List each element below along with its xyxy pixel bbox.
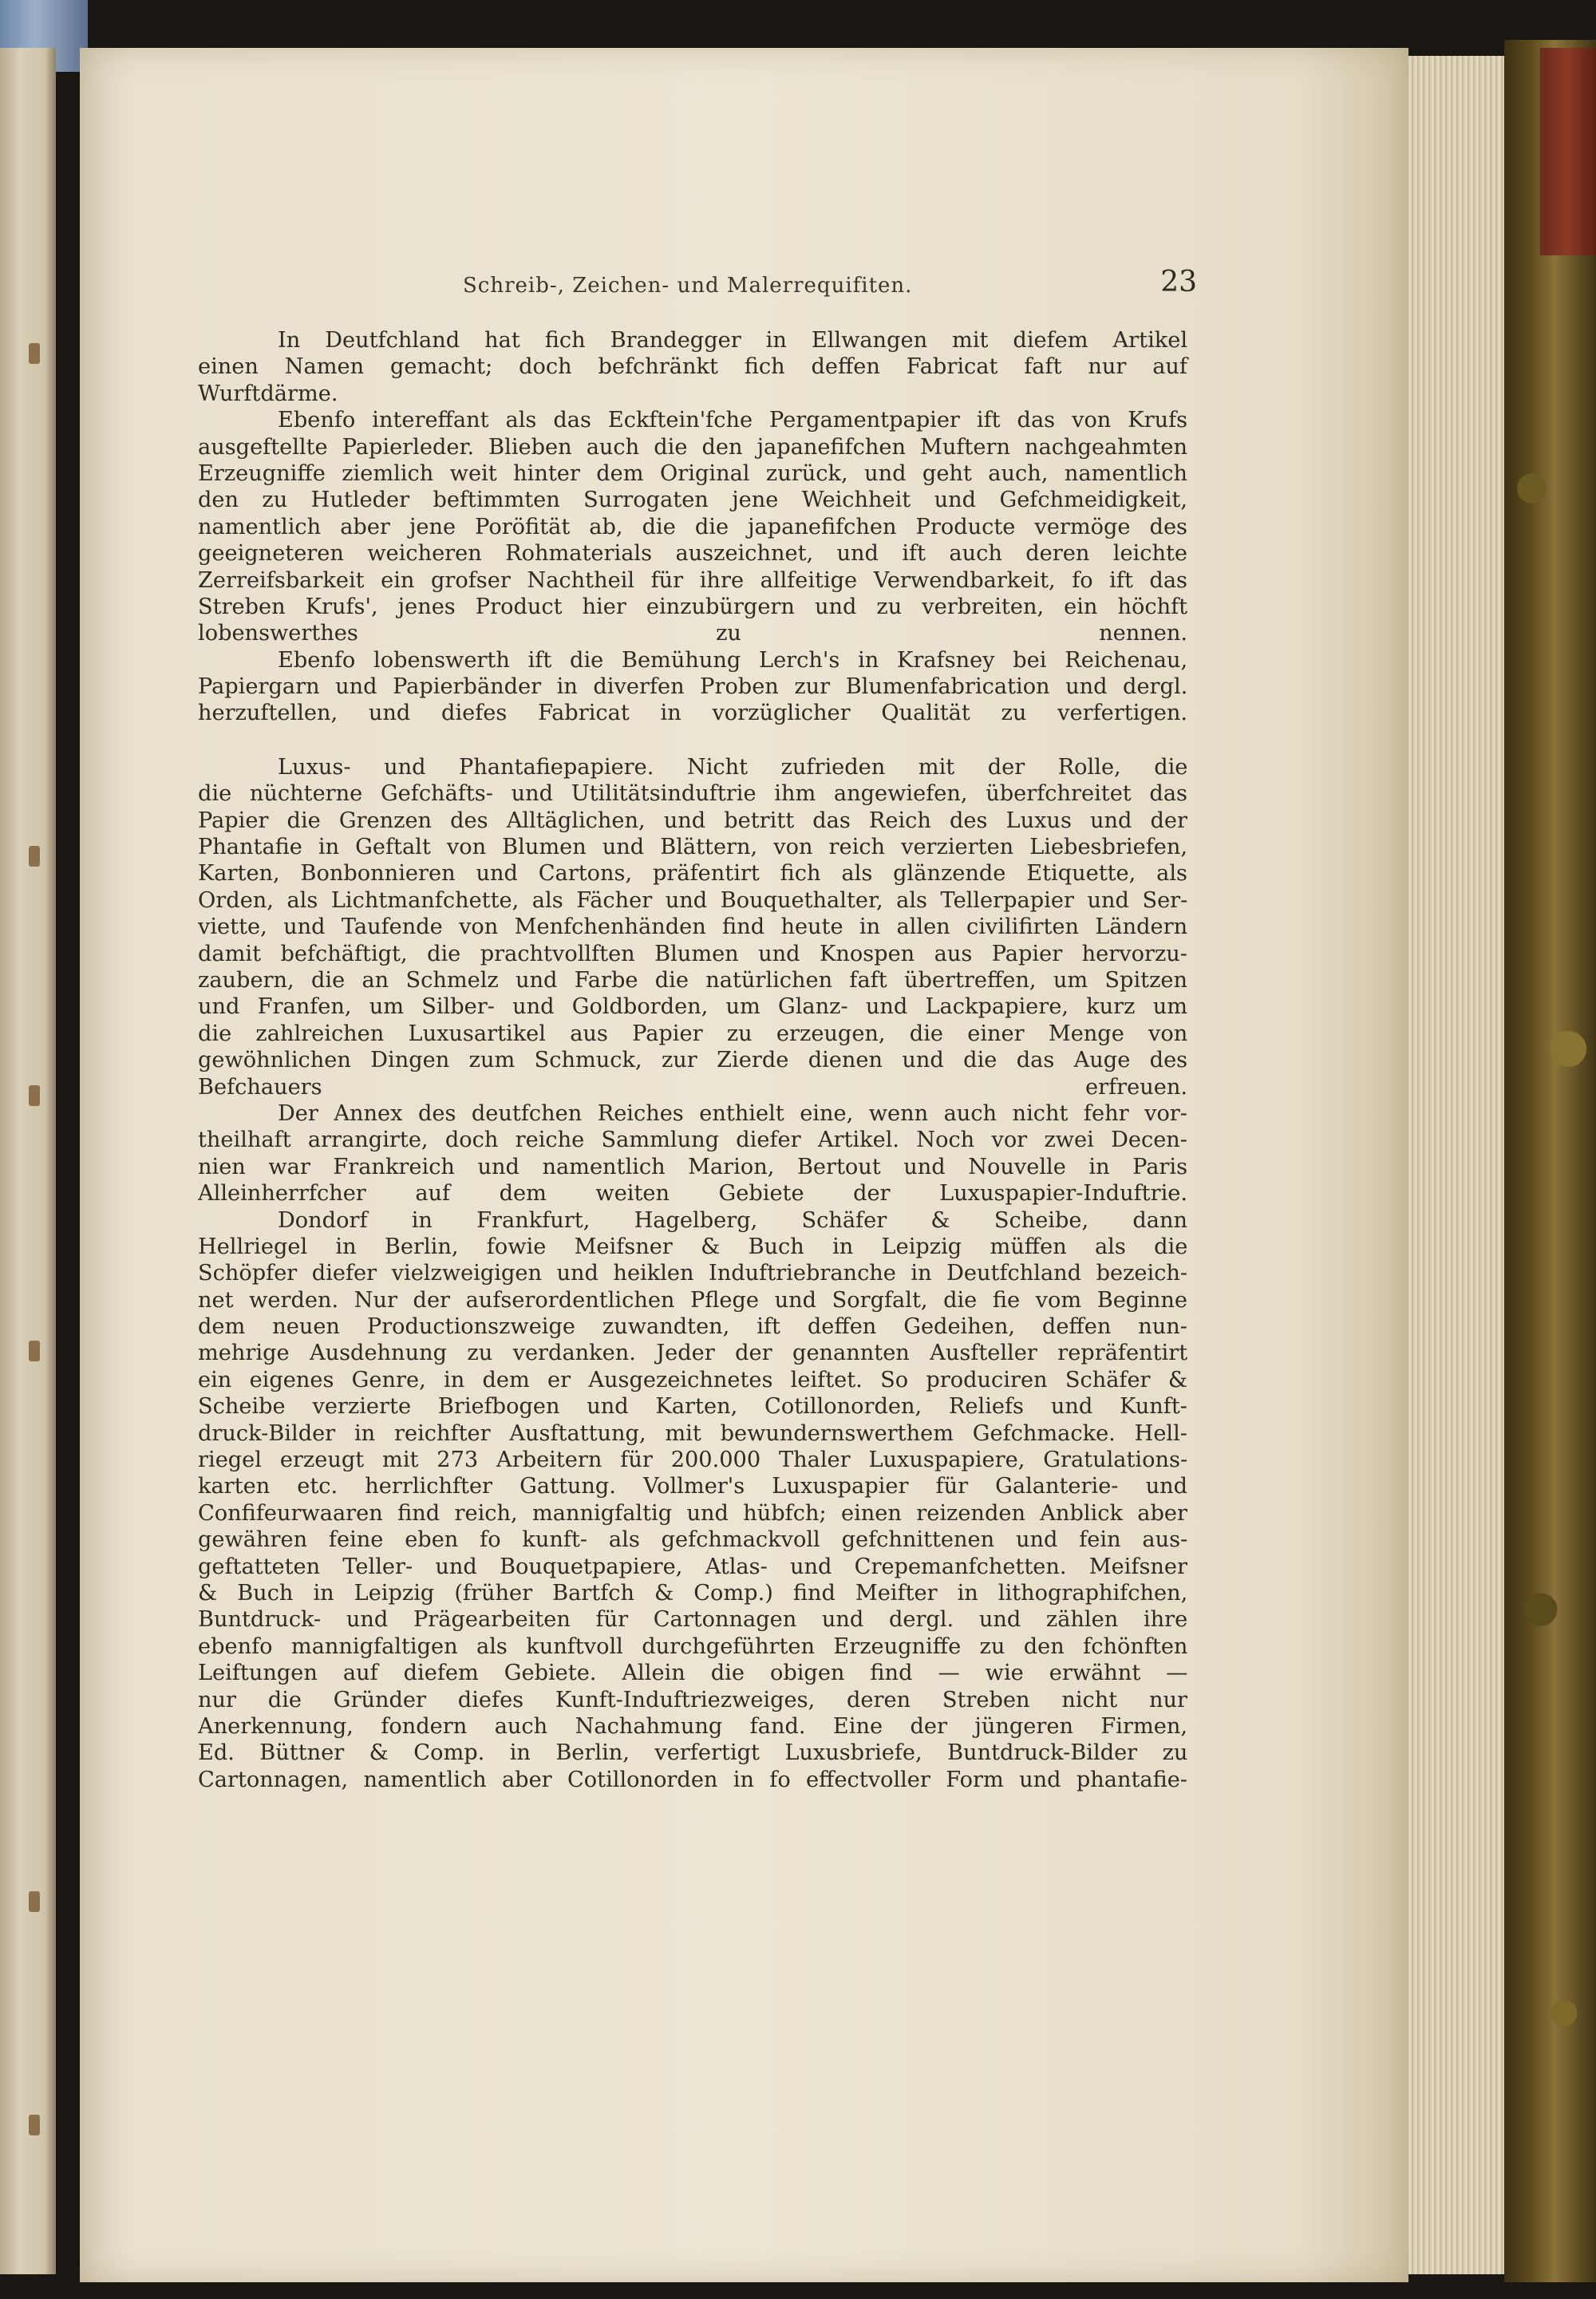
text-line: namentlich aber jene Poröfität ab, die die japanefifchen Producte vermöge des — [198, 514, 1187, 539]
text-line: Befchauers erfreuen. — [198, 1074, 1187, 1100]
text-line: riegel erzeugt mit 273 Arbeitern für 200.000 Thaler Luxuspapiere, Gratulations- — [198, 1448, 1188, 1473]
text-line: Ed. Büttner & Comp. in Berlin, verfertigt Luxusbriefe, Buntdruck-Bilder zu — [198, 1740, 1188, 1766]
text-line: karten etc. herrlichfter Gattung. Vollmer's Luxuspapier für Galanterie- und — [198, 1474, 1187, 1499]
text-line: gewähren feine eben fo kunft- als gefchmackvoll gefchnittenen und fein aus- — [198, 1527, 1188, 1553]
text-line: damit befchäftigt, die prachtvollften Blumen und Knospen aus Papier hervorzu- — [198, 941, 1187, 966]
text-line: ebenfo mannigfaltigen als kunftvoll durchgeführten Erzeugniffe zu den fchönften — [198, 1633, 1188, 1659]
text-line: einen Namen gemacht; doch befchränkt fich deffen Fabricat faft nur auf — [198, 354, 1187, 380]
text-line: Hellriegel in Berlin, fowie Meifsner & Buch in Leipzig müffen als die — [198, 1234, 1188, 1259]
paragraph — [198, 647, 1187, 727]
facing-page-edge — [0, 48, 56, 2274]
text-line: druck-Bilder in reichfter Ausftattung, mit bewundernswerthem Gefchmacke. Hell- — [198, 1420, 1187, 1446]
text-line: Karten, Bonbonnieren und Cartons, präfentirt fich als glänzende Etiquette, als — [198, 861, 1188, 887]
paragraph — [198, 1207, 1187, 1794]
text-line: Scheibe verzierte Briefbogen und Karten, Cotillonorden, Reliefs und Kunft- — [198, 1394, 1187, 1420]
cover-spine-leather — [1540, 48, 1596, 255]
binding-thread-mark — [29, 1341, 40, 1361]
text-line: Dondorf in Frankfurt, Hagelberg, Schäfer & Scheibe, dann — [278, 1207, 1187, 1233]
text-line: & Buch in Leipzig (früher Bartfch & Comp.) find Meifter in lithographifchen, — [198, 1580, 1188, 1606]
text-line: nien war Frankreich und namentlich Marion, Bertout und Nouvelle in Paris — [198, 1154, 1188, 1179]
binding-thread-mark — [29, 343, 40, 364]
text-line: Wurftdärme. — [198, 381, 338, 406]
paragraph — [198, 327, 1187, 407]
binding-thread-mark — [29, 1891, 40, 1912]
paragraph — [198, 407, 1187, 647]
text-line: Der Annex des deutfchen Reiches enthielt eine, wenn auch nicht fehr vor- — [278, 1100, 1187, 1126]
binding-thread-mark — [29, 846, 40, 867]
text-line: geeigneteren weicheren Rohmaterials auszeichnet, und ift auch deren leichte — [198, 541, 1187, 567]
text-line: Leiftungen auf diefem Gebiete. Allein die obigen find — wie erwähnt — — [198, 1661, 1188, 1686]
text-line: ein eigenes Genre, in dem er Ausgezeichnetes leiftet. So produciren Schäfer & — [198, 1367, 1188, 1392]
text-line: Luxus- und Phantafiepapiere. Nicht zufrieden mit der Rolle, die — [278, 754, 1188, 780]
text-line: den zu Hutleder beftimmten Surrogaten jene Weichheit und Gefchmeidigkeit, — [198, 488, 1187, 513]
text-line: Phantafie in Geftalt von Blumen und Blättern, von reich verzierten Liebesbriefen, — [198, 835, 1187, 860]
text-line: nur die Gründer diefes Kunft-Induftriezweiges, deren Streben nicht nur — [198, 1687, 1187, 1712]
marbled-cover — [1504, 40, 1596, 2282]
text-line: lobenswerthes zu nennen. — [198, 621, 1187, 646]
text-line: Papier die Grenzen des Alltäglichen, und betritt das Reich des Luxus und der — [198, 808, 1187, 833]
text-line: gewöhnlichen Dingen zum Schmuck, zur Zierde dienen und die das Auge des — [198, 1048, 1188, 1073]
text-line: Anerkennung, fondern auch Nachahmung fand. Eine der jüngeren Firmen, — [198, 1713, 1187, 1739]
text-line: die nüchterne Gefchäfts- und Utilitätsinduftrie ihm angewiefen, überfchreitet das — [198, 781, 1187, 807]
binding-thread-mark — [29, 2115, 40, 2135]
running-head: Schreib-, Zeichen- und Malerrequifiten. — [463, 274, 913, 298]
binding-thread-mark — [29, 1085, 40, 1106]
text-line: Erzeugniffe ziemlich weit hinter dem Original zurück, und geht auch, namentlich — [198, 460, 1187, 486]
text-line: viette, und Taufende von Menfchenhänden find heute in allen civilifirten Ländern — [198, 914, 1188, 940]
paragraph — [198, 754, 1187, 1100]
text-line: net werden. Nur der aufserordentlichen Pflege und Sorgfalt, die fie vom Beginne — [198, 1287, 1187, 1313]
text-line: Papiergarn und Papierbänder in diverfen Proben zur Blumenfabrication und dergl. — [198, 674, 1188, 700]
body-text — [198, 327, 1187, 1793]
paragraph — [198, 1100, 1187, 1207]
text-line: und Franfen, um Silber- und Goldborden, um Glanz- und Lackpapiere, kurz um — [198, 994, 1187, 1020]
text-line: Streben Krufs', jenes Product hier einzubürgern und zu verbreiten, ein höchft — [198, 594, 1188, 619]
page-number: 23 — [1160, 266, 1197, 298]
text-line: In Deutfchland hat fich Brandegger in Ellwangen mit diefem Artikel — [278, 328, 1188, 353]
text-line: zaubern, die an Schmelz und Farbe die natürlichen faft übertreffen, um Spitzen — [198, 967, 1187, 993]
text-line: Cartonnagen, namentlich aber Cotillonorden in fo effectvoller Form und phantafie- — [198, 1767, 1187, 1792]
page-block-edge — [1408, 56, 1504, 2274]
text-line: ausgeftellte Papierleder. Blieben auch die den japanefifchen Muftern nachgeahmten — [198, 434, 1187, 460]
text-line: Schöpfer diefer vielzweigigen und heiklen Induftriebranche in Deutfchland bezeich- — [198, 1261, 1188, 1286]
text-line: herzuftellen, und diefes Fabricat in vorzüglicher Qualität zu verfertigen. — [198, 701, 1187, 726]
text-line: Orden, als Lichtmanfchette, als Fächer und Bouquethalter, als Tellerpapier und Ser- — [198, 887, 1188, 913]
text-line: Confifeurwaaren find reich, mannigfaltig und hübfch; einen reizenden Anblick aber — [198, 1500, 1187, 1526]
text-line: mehrige Ausdehnung zu verdanken. Jeder der genannten Ausfteller repräfentirt — [198, 1341, 1188, 1366]
text-line: theilhaft arrangirte, doch reiche Sammlung diefer Artikel. Noch vor zwei Decen- — [198, 1128, 1187, 1153]
paragraph-gap — [198, 727, 1187, 754]
text-line: die zahlreichen Luxusartikel aus Papier zu erzeugen, die einer Menge von — [198, 1021, 1188, 1046]
text-line: Zerreifsbarkeit ein grofser Nachtheil für ihre allfeitige Verwendbarkeit, fo ift das — [198, 567, 1187, 593]
text-line: dem neuen Productionszweige zuwandten, ift deffen Gedeihen, deffen nun- — [198, 1314, 1187, 1340]
text-line: Buntdruck- und Prägearbeiten für Cartonnagen und dergl. und zählen ihre — [198, 1607, 1188, 1633]
text-line: Alleinherrfcher auf dem weiten Gebiete der Luxuspapier-Induftrie. — [198, 1181, 1187, 1207]
text-line: geftatteten Teller- und Bouquetpapiere, Atlas- und Crepemanfchetten. Meifsner — [198, 1554, 1187, 1579]
text-line: Ebenfo lobenswerth ift die Bemühung Lerch's in Krafsney bei Reichenau, — [278, 647, 1188, 673]
text-line: Ebenfo intereffant als das Eckftein'fche Pergamentpapier ift das von Krufs — [278, 408, 1188, 433]
